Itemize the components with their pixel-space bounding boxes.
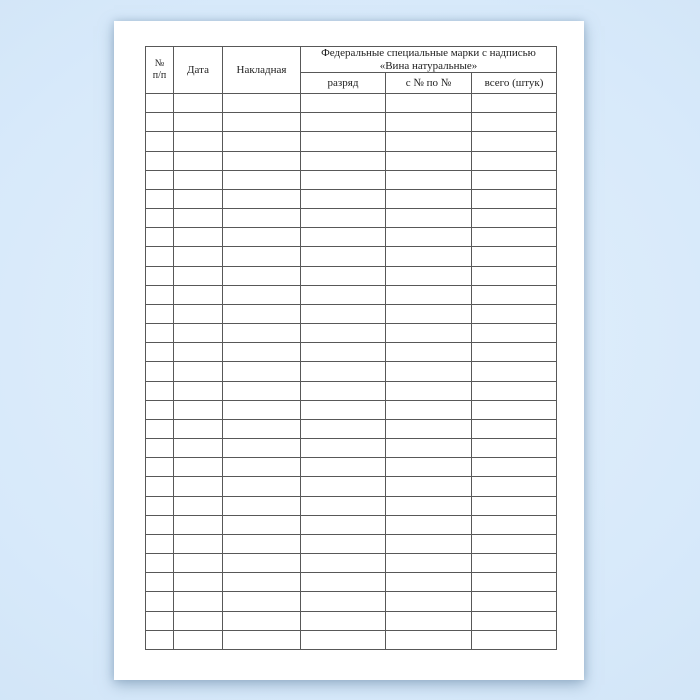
empty-cell [223,515,301,534]
empty-cell [174,458,223,477]
empty-cell [223,534,301,553]
table-row [146,458,557,477]
empty-cell [386,592,472,611]
empty-cell [386,304,472,323]
header-row-top [146,47,557,73]
empty-cell [223,611,301,630]
empty-cell [146,419,174,438]
empty-cell [472,209,557,228]
empty-cell [301,170,386,189]
empty-cell [386,362,472,381]
empty-cell [223,151,301,170]
empty-cell [223,247,301,266]
header-cell-invoice: Накладная [223,47,301,94]
table-row [146,496,557,515]
empty-cell [174,304,223,323]
empty-cell [472,151,557,170]
empty-cell [301,247,386,266]
table-row [146,113,557,132]
empty-cell [174,362,223,381]
header-cell-razryad: разряд [301,73,386,94]
header-cell-number-range: с № по № [386,73,472,94]
empty-cell [301,94,386,113]
header-cell-date: Дата [174,47,223,94]
empty-cell [472,439,557,458]
empty-cell [223,266,301,285]
table-row [146,189,557,208]
empty-cell [174,630,223,649]
empty-cell [472,266,557,285]
empty-cell [301,419,386,438]
header-cell-total-pieces: всего (штук) [472,73,557,94]
empty-cell [146,343,174,362]
marks-journal-table [145,46,557,650]
empty-cell [146,573,174,592]
empty-cell [174,228,223,247]
empty-cell [472,630,557,649]
empty-cell [386,94,472,113]
table-row [146,630,557,649]
empty-cell [386,324,472,343]
empty-cell [301,630,386,649]
empty-cell [223,132,301,151]
table-row [146,419,557,438]
empty-cell [146,324,174,343]
empty-cell [146,113,174,132]
empty-cell [301,228,386,247]
table-body [146,94,557,650]
empty-cell [301,304,386,323]
empty-cell [174,419,223,438]
empty-cell [386,285,472,304]
empty-cell [472,419,557,438]
header-cell-number [146,47,174,94]
empty-cell [174,611,223,630]
empty-cell [472,611,557,630]
empty-cell [301,189,386,208]
empty-cell [146,285,174,304]
table-header [146,47,557,94]
empty-cell [146,477,174,496]
empty-cell [472,228,557,247]
empty-cell [472,477,557,496]
empty-cell [386,477,472,496]
empty-cell [301,113,386,132]
empty-cell [223,477,301,496]
table-row [146,611,557,630]
empty-cell [146,381,174,400]
table-row [146,170,557,189]
empty-cell [146,554,174,573]
empty-cell [472,189,557,208]
empty-cell [386,554,472,573]
empty-cell [386,534,472,553]
empty-cell [472,343,557,362]
empty-cell [174,266,223,285]
header-number-line1: № [154,58,165,69]
table-row [146,304,557,323]
empty-cell [386,209,472,228]
table-row [146,592,557,611]
empty-cell [174,94,223,113]
table-row [146,400,557,419]
empty-cell [301,573,386,592]
empty-cell [301,477,386,496]
empty-cell [223,630,301,649]
empty-cell [301,439,386,458]
empty-cell [301,285,386,304]
empty-cell [174,554,223,573]
empty-cell [174,534,223,553]
empty-cell [174,189,223,208]
empty-cell [386,132,472,151]
empty-cell [301,400,386,419]
empty-cell [386,151,472,170]
empty-cell [472,592,557,611]
empty-cell [386,496,472,515]
empty-cell [146,630,174,649]
table-row [146,381,557,400]
header-cell-span-title [301,47,557,73]
empty-cell [386,170,472,189]
empty-cell [223,228,301,247]
empty-cell [146,304,174,323]
empty-cell [301,266,386,285]
empty-cell [223,304,301,323]
empty-cell [146,247,174,266]
empty-cell [174,496,223,515]
empty-cell [174,592,223,611]
empty-cell [301,458,386,477]
empty-cell [472,515,557,534]
empty-cell [472,304,557,323]
empty-cell [472,113,557,132]
empty-cell [146,189,174,208]
table-row [146,209,557,228]
empty-cell [146,611,174,630]
empty-cell [146,534,174,553]
empty-cell [223,285,301,304]
empty-cell [301,362,386,381]
table-row [146,132,557,151]
empty-cell [174,324,223,343]
empty-cell [223,496,301,515]
empty-cell [174,247,223,266]
table-row [146,477,557,496]
empty-cell [472,247,557,266]
empty-cell [146,515,174,534]
empty-cell [301,209,386,228]
empty-cell [472,534,557,553]
empty-cell [386,189,472,208]
empty-cell [301,592,386,611]
empty-cell [301,515,386,534]
empty-cell [223,439,301,458]
empty-cell [386,573,472,592]
empty-cell [386,419,472,438]
empty-cell [174,381,223,400]
empty-cell [472,381,557,400]
table-row [146,573,557,592]
empty-cell [472,285,557,304]
document-page [114,21,584,680]
empty-cell [174,573,223,592]
empty-cell [174,343,223,362]
empty-cell [146,592,174,611]
table-row [146,324,557,343]
empty-cell [146,458,174,477]
empty-cell [174,132,223,151]
empty-cell [386,247,472,266]
empty-cell [301,381,386,400]
header-number-line2: п/п [152,70,167,81]
empty-cell [386,630,472,649]
empty-cell [472,400,557,419]
span-title-line2: «Вина натуральные» [379,59,478,72]
empty-cell [472,573,557,592]
empty-cell [146,400,174,419]
empty-cell [301,151,386,170]
empty-cell [223,94,301,113]
empty-cell [223,554,301,573]
empty-cell [472,94,557,113]
empty-cell [386,228,472,247]
empty-cell [223,362,301,381]
table-row [146,285,557,304]
empty-cell [301,554,386,573]
empty-cell [174,439,223,458]
empty-cell [223,324,301,343]
table-row [146,534,557,553]
empty-cell [223,113,301,132]
empty-cell [301,324,386,343]
table-row [146,439,557,458]
empty-cell [472,132,557,151]
empty-cell [146,170,174,189]
empty-cell [174,170,223,189]
table-row [146,515,557,534]
empty-cell [386,458,472,477]
empty-cell [386,439,472,458]
empty-cell [174,209,223,228]
table-row [146,362,557,381]
empty-cell [386,515,472,534]
empty-cell [174,113,223,132]
empty-cell [472,458,557,477]
empty-cell [223,573,301,592]
empty-cell [223,458,301,477]
empty-cell [301,534,386,553]
empty-cell [174,515,223,534]
empty-cell [472,324,557,343]
empty-cell [301,611,386,630]
empty-cell [146,228,174,247]
empty-cell [386,343,472,362]
empty-cell [472,496,557,515]
empty-cell [223,381,301,400]
empty-cell [301,343,386,362]
table-row [146,94,557,113]
table-row [146,228,557,247]
empty-cell [386,400,472,419]
empty-cell [146,151,174,170]
empty-cell [146,362,174,381]
empty-cell [146,439,174,458]
table-row [146,554,557,573]
empty-cell [301,496,386,515]
empty-cell [386,113,472,132]
empty-cell [146,266,174,285]
span-title-line1: Федеральные специальные марки с надписью [321,47,536,59]
empty-cell [146,94,174,113]
empty-cell [146,209,174,228]
empty-cell [301,132,386,151]
empty-cell [472,170,557,189]
empty-cell [386,611,472,630]
empty-cell [174,151,223,170]
table-row [146,247,557,266]
table-row [146,151,557,170]
empty-cell [386,266,472,285]
empty-cell [223,419,301,438]
empty-cell [386,381,472,400]
empty-cell [223,209,301,228]
empty-cell [472,362,557,381]
empty-cell [174,285,223,304]
table-row [146,343,557,362]
empty-cell [472,554,557,573]
empty-cell [223,189,301,208]
table-row [146,266,557,285]
empty-cell [223,592,301,611]
empty-cell [146,496,174,515]
empty-cell [223,343,301,362]
empty-cell [174,477,223,496]
empty-cell [223,170,301,189]
empty-cell [174,400,223,419]
empty-cell [146,132,174,151]
empty-cell [223,400,301,419]
